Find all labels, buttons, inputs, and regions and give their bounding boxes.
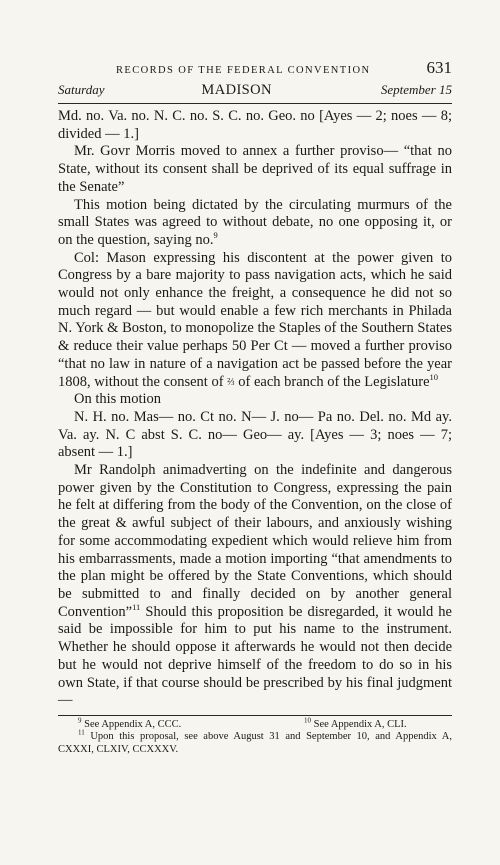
- footnote-ref-10: 10: [429, 371, 439, 382]
- paragraph-vote-2: N. H. no. Mas— no. Ct no. N— J. no— Pa no. Del. no. Md ay. Va. ay. N. C abst S. C. no— Geo— ay. [Ayes — 3; noes — 7; absent — 1.]: [58, 408, 452, 461]
- running-head-title: RECORDS OF THE FEDERAL CONVENTION: [116, 65, 371, 76]
- fraction-two-thirds: ⅔: [227, 376, 235, 388]
- page-body: [58, 108, 452, 710]
- footnote-11: $^{11}$ Upon this proposal, see above August 31 and September 10, and Appendix A, CXXXI, CLXIV, CCXXXV.: [58, 728, 452, 755]
- paragraph-vote-1: Md. no. Va. no. N. C. no. S. C. no. Geo. no [Ayes — 2; noes — 8; divided — 1.]: [58, 108, 452, 142]
- paragraph-morris-motion: Mr. Govr Morris moved to annex a further proviso— “that no State, without its consent shall be deprived of its equal suffrage in the Senate”: [58, 143, 452, 195]
- paragraph-mason-motion: Col: Mason expressing his discontent at the power given to Congress by a bare majority to pass navigation acts, which he said would not only enhance the freight, a consequence he did not so much regard — but would enable a few rich merchants in Philada N. York & Boston, to monopolize the Staples of the Southern States & reduce their value perhaps 50 Per Ct — moved a further proviso “that no law in nature of a navigation act be passed before the year 1808, without the consent of ⅔ of each branch of the Legislature$^{10}$: [58, 249, 452, 390]
- running-head: [58, 58, 452, 80]
- footnote-ref-9: 9: [213, 230, 218, 241]
- page-number: 631: [426, 58, 452, 77]
- footnote-ref-11: 11: [132, 601, 141, 612]
- footnote-rule: [58, 715, 452, 716]
- subhead: [58, 82, 452, 104]
- paragraph-on-motion: On this motion: [74, 391, 162, 408]
- paragraph-randolph: Mr Randolph animadverting on the indefinite and dangerous power given by the Constitution to Congress, expressing the pain he felt at differing from the body of the Convention, on the close of the great & awful subject of their labours, and anxiously wishing for some accommodating expedient which would relieve him from his embarrassments, made a motion importing “that amendments to the plan might be offered by the State Conventions, which should be submitted to and finally decided on by another general Convention”$^{11}$ Should this proposition be disregarded, it would he said be impossible for him to put his name to the instrument. Whether he should oppose it afterwards he would not then decide but he would not deprive himself of the freedom to do so in his own State, if that course should be prescribed by his final judgment—: [58, 462, 452, 709]
- subhead-place: MADISON: [201, 82, 272, 98]
- footnotes: [58, 716, 452, 757]
- paragraph-agreed: This motion being dictated by the circulating murmurs of the small States was agreed to without debate, no one opposing it, or on the question, saying no.$^9$: [58, 196, 452, 248]
- subhead-date: September 15: [380, 82, 452, 97]
- footnote-9: $^9$ See Appendix A, CCC.: [78, 716, 182, 730]
- footnote-10: $^{10}$ See Appendix A, CLI.: [304, 716, 407, 730]
- subhead-day: Saturday: [58, 82, 105, 97]
- book-page: [58, 58, 452, 756]
